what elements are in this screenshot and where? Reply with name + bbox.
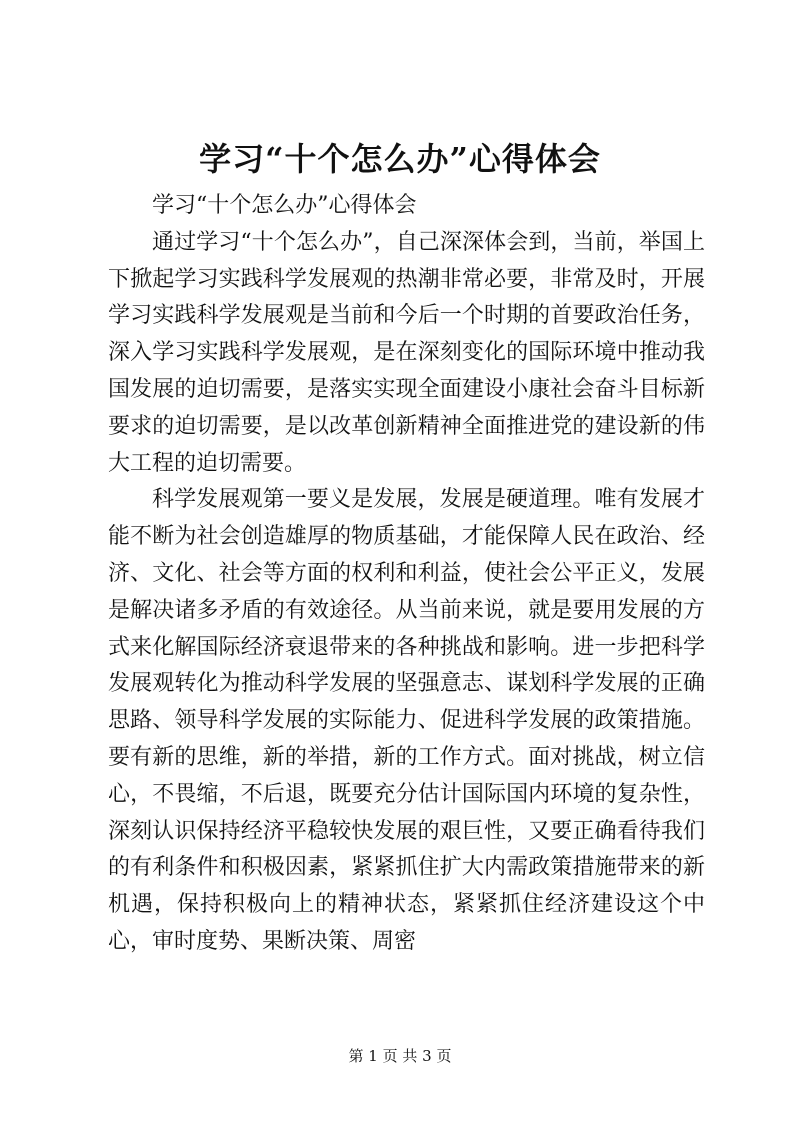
document-title: 学习“十个怎么办”心得体会 <box>199 140 601 178</box>
subtitle-paragraph: 学习“十个怎么办”心得体会 <box>152 193 417 218</box>
body-paragraph-2: 科学发展观第一要义是发展，发展是硬道理。唯有发展才能不断为社会创造雄厚的物质基础，才能保障人民在政治、经济、文化、社会等方面的权利和利益，使社会公平正义，发展是解决诸多矛盾的有效途径。从当前来说，就是要用发展的方式来化解国际经济衰退带来的各种挑战和影响。进一步把科学发展观转化为推动科学发展的坚强意志、谋划科学发展的正确思路、领导科学发展的实际能力、促进科学发展的政策措施。要有新的思维，新的举措，新的工作方式。面对挑战，树立信心，不畏缩，不后退，既要充分估计国际国内环境的复杂性，深刻认识保持经济平稳较快发展的艰巨性，又要正确看待我们的有利条件和积极因素，紧紧抓住扩大内需政策措施带来的新机遇，保持积极向上的精神状态，紧紧抓住经济建设这个中心，审时度势、果断决策、周密 <box>108 487 705 954</box>
document-body <box>108 188 705 961</box>
body-paragraph-1: 通过学习“十个怎么办”，自己深深体会到，当前，举国上下掀起学习实践科学发展观的热潮非常必要，非常及时，开展学习实践科学发展观是当前和今后一个时期的首要政治任务，深入学习实践科学发展观，是在深刻变化的国际环境中推动我国发展的迫切需要，是落实实现全面建设小康社会奋斗目标新要求的迫切需要，是以改革创新精神全面推进党的建设新的伟大工程的迫切需要。 <box>108 229 705 476</box>
page-footer: 第 1 页 共 3 页 <box>348 1047 452 1065</box>
